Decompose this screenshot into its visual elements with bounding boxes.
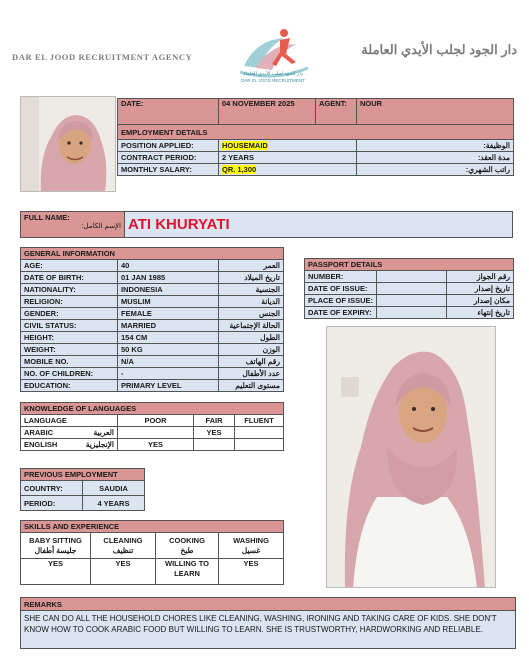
passport-title: PASSPORT DETAILS bbox=[305, 259, 514, 271]
full-name-label-cell bbox=[21, 212, 125, 238]
expiry-date-label: DATE OF EXPIRY: bbox=[305, 307, 377, 319]
remarks-title: REMARKS bbox=[21, 598, 516, 611]
expiry-date-value bbox=[377, 307, 447, 319]
contract-label: CONTRACT PERIOD: bbox=[118, 152, 219, 164]
washing-value: YES bbox=[219, 559, 284, 585]
issue-date-label: DATE OF ISSUE: bbox=[305, 283, 377, 295]
prev-period-label: PERIOD: bbox=[21, 496, 83, 511]
passport-table bbox=[304, 258, 514, 319]
employment-table bbox=[117, 98, 514, 176]
general-info-title: GENERAL INFORMATION bbox=[21, 248, 284, 260]
portrait-illustration bbox=[21, 97, 116, 192]
passport-number-label-ar: رقم الجواز bbox=[447, 271, 514, 283]
english-fair bbox=[194, 439, 235, 451]
age-value: 40 bbox=[118, 260, 219, 272]
height-label: HEIGHT: bbox=[21, 332, 118, 344]
date-label: DATE: bbox=[118, 99, 219, 125]
weight-value: 50 KG bbox=[118, 344, 219, 356]
skills-table bbox=[20, 520, 284, 585]
full-name-label: FULL NAME: bbox=[24, 213, 70, 222]
agent-label: AGENT: bbox=[316, 99, 357, 125]
salary-label: MONTHLY SALARY: bbox=[118, 164, 219, 176]
babysitting-header: BABY SITTING bbox=[29, 535, 82, 545]
language-header: LANGUAGE bbox=[21, 415, 118, 427]
passport-number-value bbox=[377, 271, 447, 283]
arabic-label: ARABIC bbox=[24, 428, 54, 437]
religion-label-ar: الديانة bbox=[219, 296, 284, 308]
cooking-header-ar: طبخ bbox=[180, 545, 194, 555]
arabic-fair: YES bbox=[194, 427, 235, 439]
logo-caption-en: DAR EL JOOD RECRUITMENT bbox=[241, 78, 305, 83]
education-label-ar: مستوى التعليم bbox=[219, 380, 284, 392]
prev-period-value: 4 YEARS bbox=[83, 496, 145, 511]
height-value: 154 CM bbox=[118, 332, 219, 344]
remarks-text: SHE CAN DO ALL THE HOUSEHOLD CHORES LIKE CLEANING, WASHING, IRONING AND TAKING CARE OF KIDS. SHE DON'T KNOW HOW TO COOK ARABIC FOOD BUT WILLING TO LEARN. SHE IS TRUSTWORTHY, HARDWORKING AND RELIABLE. bbox=[21, 611, 516, 649]
position-label-ar: الوظيفة: bbox=[357, 140, 514, 152]
mobile-label: MOBILE NO. bbox=[21, 356, 118, 368]
full-name-value: ATI KHURYATI bbox=[125, 212, 513, 238]
issue-place-label-ar: مكان إصدار bbox=[447, 295, 514, 307]
civil-status-label-ar: الحالة الإجتماعية bbox=[219, 320, 284, 332]
weight-label-ar: الوزن bbox=[219, 344, 284, 356]
position-label: POSITION APPLIED: bbox=[118, 140, 219, 152]
cleaning-header: CLEANING bbox=[103, 535, 143, 545]
issue-date-value bbox=[377, 283, 447, 295]
dob-label: DATE OF BIRTH: bbox=[21, 272, 118, 284]
cooking-header: COOKING bbox=[169, 535, 205, 545]
civil-status-value: MARRIED bbox=[118, 320, 219, 332]
english-label: ENGLISH bbox=[24, 440, 58, 449]
nationality-label: NATIONALITY: bbox=[21, 284, 118, 296]
fluent-header: FLUENT bbox=[235, 415, 284, 427]
agency-name-en: DAR EL JOOD RECRUITMENT AGENCY bbox=[12, 52, 193, 62]
cooking-value: WILLING TO LEARN bbox=[156, 559, 219, 585]
babysitting-header-ar: جليسة أطفال bbox=[34, 545, 77, 555]
full-body-illustration bbox=[327, 327, 496, 588]
religion-value: MUSLIM bbox=[118, 296, 219, 308]
languages-table bbox=[20, 402, 284, 451]
cleaning-value: YES bbox=[91, 559, 156, 585]
issue-place-value bbox=[377, 295, 447, 307]
remarks-table bbox=[20, 597, 516, 649]
issue-place-label: PLACE OF ISSUE: bbox=[305, 295, 377, 307]
children-label-ar: عدد الأطفال bbox=[219, 368, 284, 380]
date-value: 04 NOVEMBER 2025 bbox=[219, 99, 316, 125]
washing-header: WASHING bbox=[233, 535, 269, 545]
english-label-ar: الإنجليزية bbox=[85, 440, 114, 449]
employment-title: EMPLOYMENT DETAILS bbox=[118, 125, 514, 140]
dob-label-ar: تاريخ الميلاد bbox=[219, 272, 284, 284]
prev-country-value: SAUDIA bbox=[83, 481, 145, 496]
general-info-table bbox=[20, 247, 284, 392]
dob-value: 01 JAN 1985 bbox=[118, 272, 219, 284]
agency-name-ar: دار الجود لجلب الأيدي العاملة bbox=[361, 42, 517, 57]
agent-value: NOUR bbox=[357, 99, 514, 125]
fair-header: FAIR bbox=[194, 415, 235, 427]
previous-employment-title: PREVIOUS EMPLOYMENT bbox=[21, 469, 145, 481]
gender-label: GENDER: bbox=[21, 308, 118, 320]
age-label-ar: العمر bbox=[219, 260, 284, 272]
english-fluent bbox=[235, 439, 284, 451]
civil-status-label: CIVIL STATUS: bbox=[21, 320, 118, 332]
children-value: - bbox=[118, 368, 219, 380]
gender-label-ar: الجنس bbox=[219, 308, 284, 320]
religion-label: RELIGION: bbox=[21, 296, 118, 308]
height-label-ar: الطول bbox=[219, 332, 284, 344]
passport-number-label: NUMBER: bbox=[305, 271, 377, 283]
mobile-value: N/A bbox=[118, 356, 219, 368]
arabic-label-ar: العربية bbox=[93, 428, 114, 437]
nationality-label-ar: الجنسية bbox=[219, 284, 284, 296]
salary-value: QR. 1,300 bbox=[222, 165, 257, 174]
gender-value: FEMALE bbox=[118, 308, 219, 320]
full-body-photo bbox=[326, 326, 496, 588]
skills-title: SKILLS AND EXPERIENCE bbox=[21, 521, 284, 533]
contract-value: 2 YEARS bbox=[219, 152, 357, 164]
contract-label-ar: مدة العقد: bbox=[357, 152, 514, 164]
full-name-label-ar: الإسم الكامل: bbox=[81, 223, 121, 230]
poor-header: POOR bbox=[118, 415, 194, 427]
education-label: EDUCATION: bbox=[21, 380, 118, 392]
salary-label-ar: راتب الشهري: bbox=[357, 164, 514, 176]
age-label: AGE: bbox=[21, 260, 118, 272]
prev-country-label: COUNTRY: bbox=[21, 481, 83, 496]
education-value: PRIMARY LEVEL bbox=[118, 380, 219, 392]
expiry-date-label-ar: تاريخ إنتهاء bbox=[447, 307, 514, 319]
issue-date-label-ar: تاريخ إصدار bbox=[447, 283, 514, 295]
small-portrait-photo bbox=[20, 96, 116, 192]
full-name-table bbox=[20, 211, 513, 238]
nationality-value: INDONESIA bbox=[118, 284, 219, 296]
mobile-label-ar: رقم الهاتف bbox=[219, 356, 284, 368]
arabic-poor bbox=[118, 427, 194, 439]
washing-header-ar: غسيل bbox=[241, 545, 261, 555]
position-value: HOUSEMAID bbox=[222, 141, 268, 150]
previous-employment-table bbox=[20, 468, 145, 511]
arabic-fluent bbox=[235, 427, 284, 439]
babysitting-value: YES bbox=[21, 559, 91, 585]
logo-caption-ar: دار الجود لجلب الأيدي العاملة bbox=[243, 71, 303, 77]
languages-title: KNOWLEDGE OF LANGUAGES bbox=[21, 403, 284, 415]
weight-label: WEIGHT: bbox=[21, 344, 118, 356]
english-poor: YES bbox=[118, 439, 194, 451]
cleaning-header-ar: تنظيف bbox=[112, 545, 134, 555]
children-label: NO. OF CHILDREN: bbox=[21, 368, 118, 380]
